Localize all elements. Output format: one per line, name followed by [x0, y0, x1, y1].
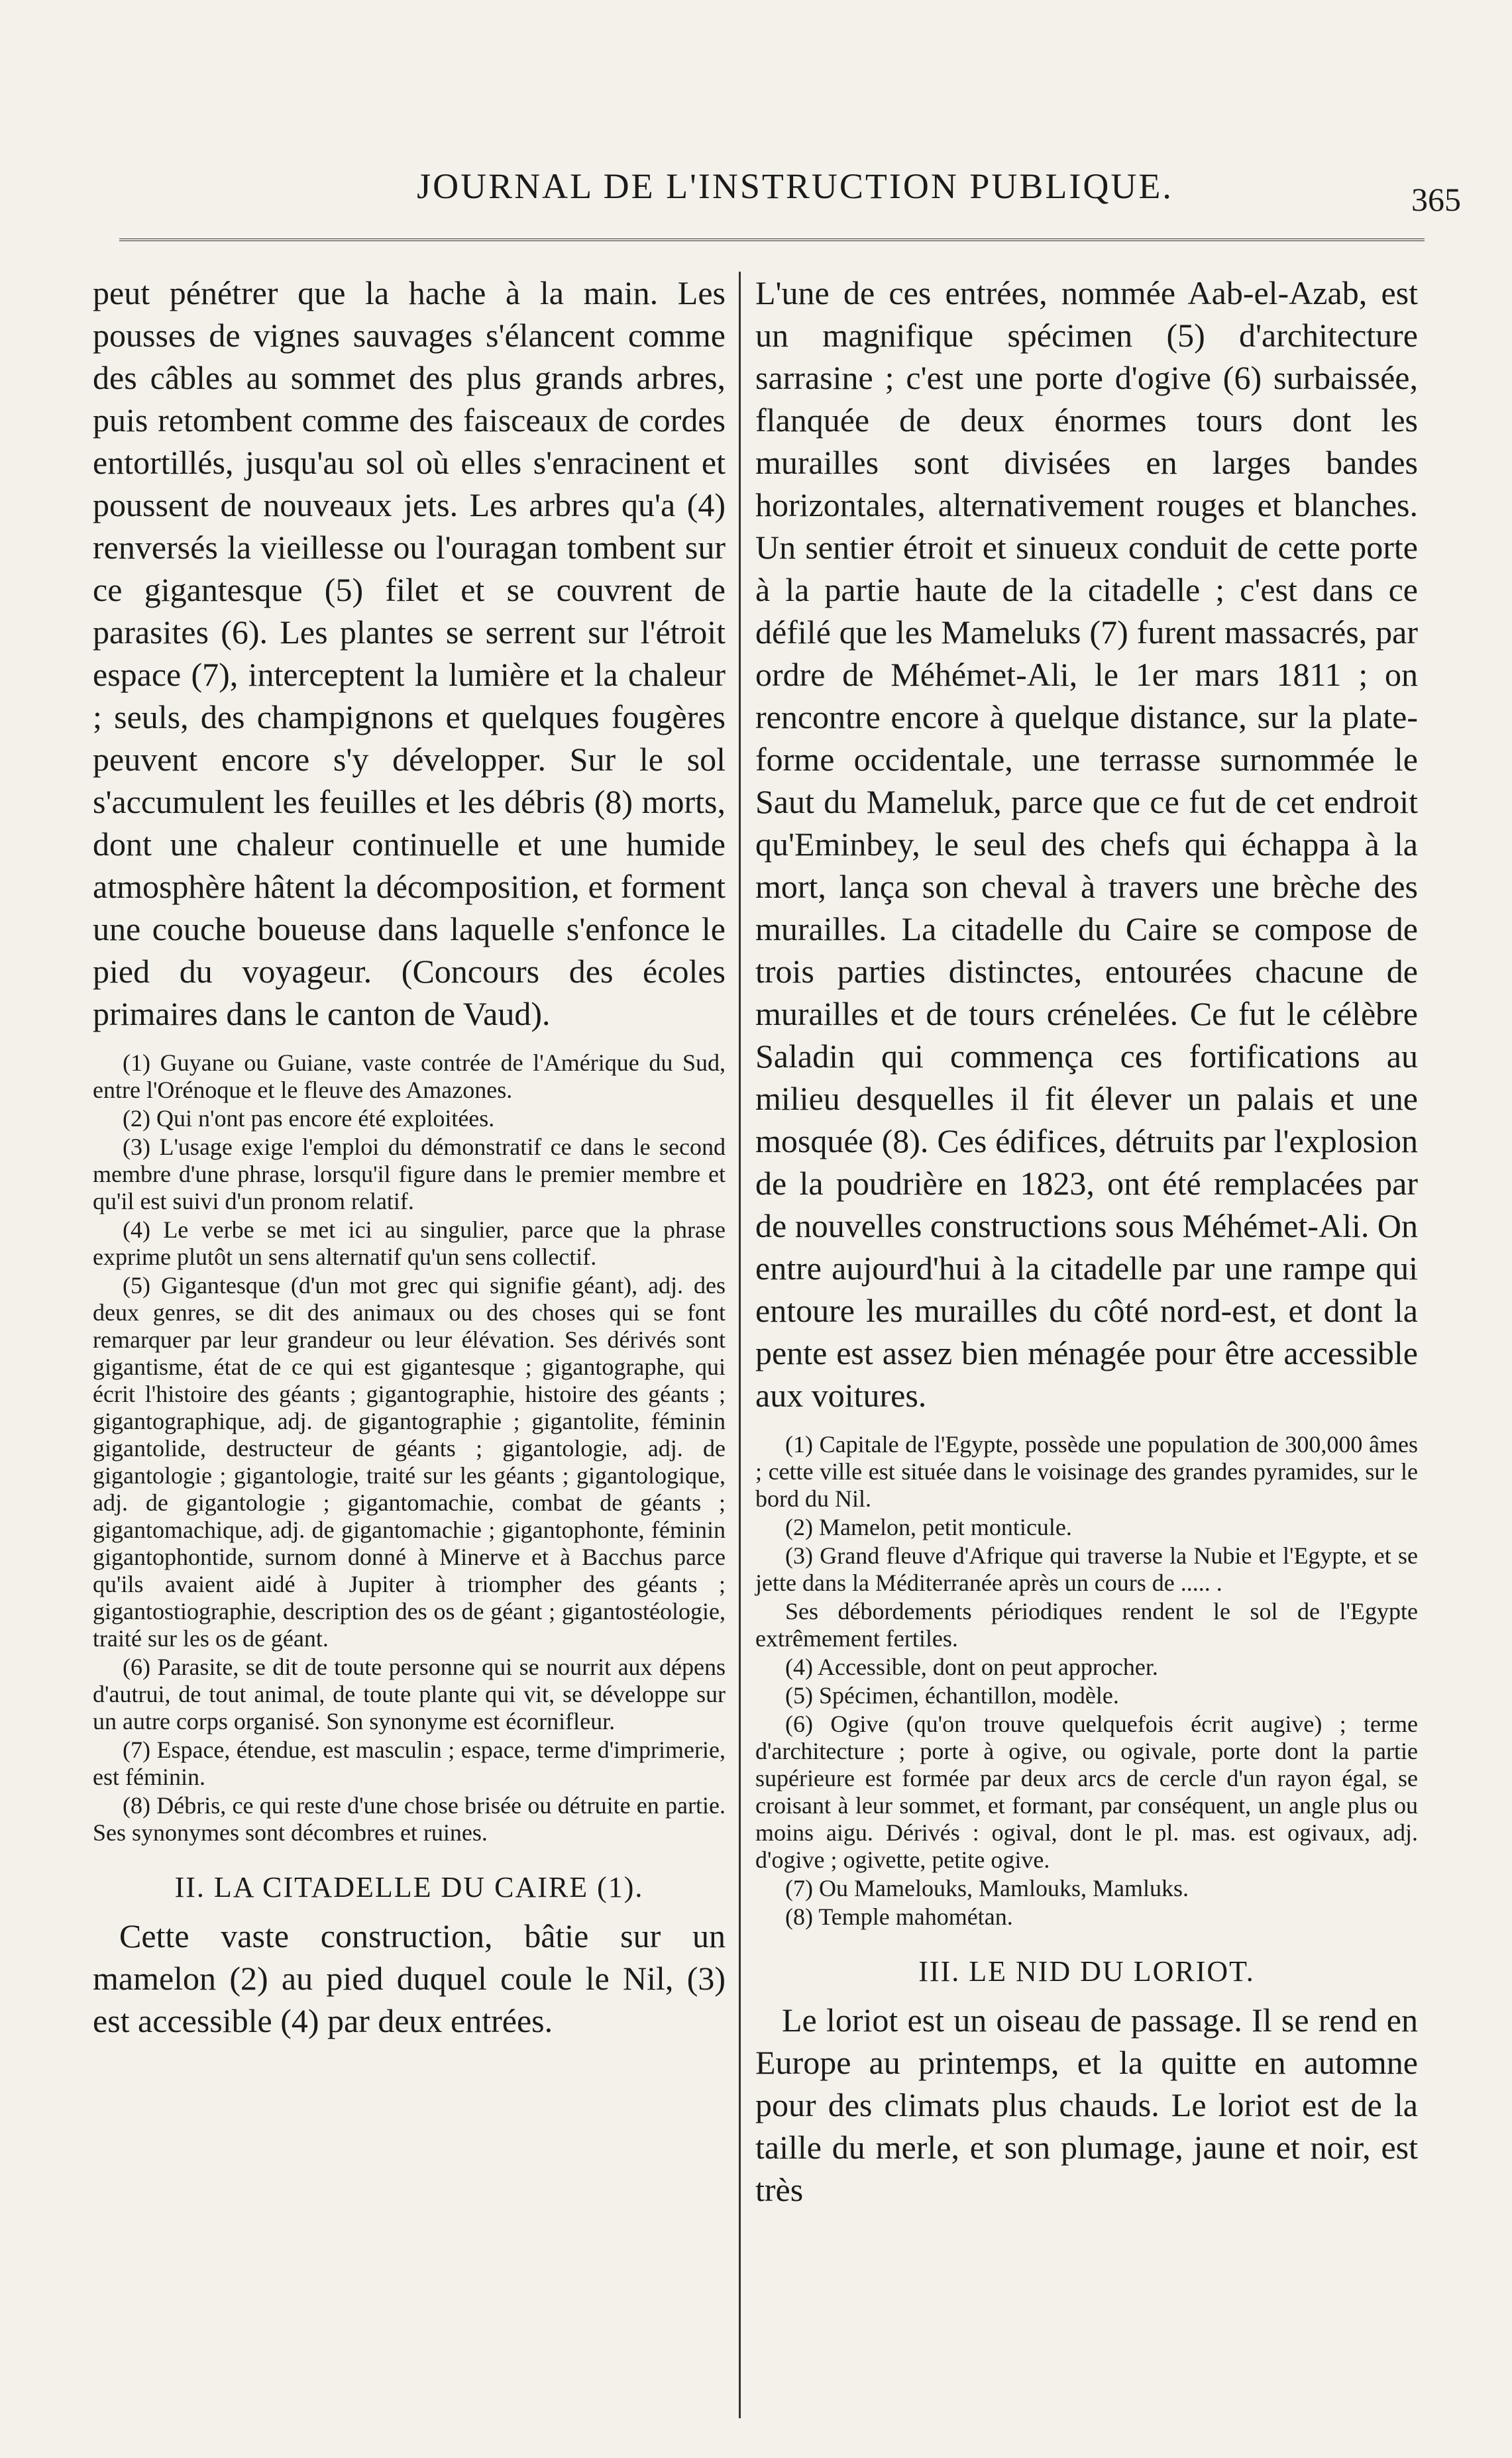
footnote: (6) Ogive (qu'on trouve quelquefois écrit augive) ; terme d'architecture ; porte à ogive, ou ogivale, porte dont la partie supérieure est formée par deux arcs de cercle d'un rayon égal, se croisant à leur sommet, et formant, par conséquent, un angle plus ou moins aigu. Dérivés : ogival, dont le pl. mas. est ogivaux, adj. d'ogive ; ogivette, petite ogive. [755, 1711, 1418, 1873]
footnote: Ses débordements périodiques rendent le sol de l'Egypte extrêmement fertiles. [755, 1598, 1418, 1652]
footnote: (2) Mamelon, petit monticule. [785, 1514, 1072, 1540]
footnote: (2) Qui n'ont pas encore été exploitées. [123, 1105, 495, 1132]
footnote: (4) Accessible, dont on peut approcher. [785, 1654, 1158, 1680]
footnote: (5) Gigantesque (d'un mot grec qui signifie géant), adj. des deux genres, se dit des animaux ou des choses qui se font remarquer par leur grandeur ou leur élévation. Ses dérivés sont gigantisme, état de ce qui est gigantesque ; gigantographe, qui écrit l'histoire des géants ; gigantographie, histoire des géants ; gigantographique, adj. de gigantographie ; gigantolite, féminin gigantolide, destructeur de géants ; gigantologie, adj. de gigantologie ; gigantologie, traité sur les géants ; gigantologique, adj. de gigantologie ; gigantomachie, combat de géants ; gigantomachique, adj. de gigantomachie ; gigantophonte, féminin gigantophontide, surnom donné à Minerve et à Bacchus parce qu'ils avaient aidé à Jupiter à triompher des géants ; gigantostiographie, description des os de géant ; gigantostéologie, traité sur les os de géant. [93, 1272, 726, 1652]
footnote: (5) Spécimen, échantillon, modèle. [785, 1682, 1119, 1709]
footnote: (8) Temple mahométan. [785, 1903, 1013, 1930]
footnote: (7) Espace, étendue, est masculin ; espace, terme d'imprimerie, est féminin. [93, 1737, 726, 1790]
section-title-citadelle: II. LA CITADELLE DU CAIRE (1). [174, 1871, 644, 1903]
citadelle-paragraph-continued: L'une de ces entrées, nommée Aab-el-Azab, est un magnifique spécimen (5) d'architecture sarrasine ; c'est une porte d'ogive (6) surbaissée, flanquée de deux énormes tours dont les murailles sont divisées en larges bandes horizontales, alternativement rouges et blanches. Un sentier étroit et sinueux conduit de cette porte à la partie haute de la citadelle ; c'est dans ce défilé que les Mameluks (7) furent massacrés, par ordre de Méhémet-Ali, le 1er mars 1811 ; on rencontre encore à quelque distance, sur la plate-forme occidentale, une terrasse surnommée le Saut du Mameluk, parce que ce fut de cet endroit qu'Eminbey, le seul des chefs qui échappa à la mort, lança son cheval à travers une brèche des murailles. La citadelle du Caire se compose de trois parties distinctes, entourées chacune de murailles et de tours crénelées. Ce fut le célèbre Saladin qui commença ces fortifications au milieu desquelles il fit élever un palais et une mosquée (8). Ces édifices, détruits par l'explosion de la poudrière en 1823, ont été remplacées par de nouvelles constructions sous Méhémet-Ali. On entre aujourd'hui à la citadelle par une rampe qui entoure les murailles du côté nord-est, et dont la pente est assez bien ménagée pour être accessible aux voitures. [755, 274, 1418, 1414]
left-footnotes [93, 1049, 726, 1846]
loriot-paragraph: Le loriot est un oiseau de passage. Il se rend en Europe au printemps, et la quitte en automne pour des climats plus chauds. Le loriot est de la taille du merle, et son plumage, jaune et noir, est très [755, 2002, 1418, 2208]
header-rule [119, 239, 1425, 241]
left-paragraph-1: peut pénétrer que la hache à la main. Les pousses de vignes sauvages s'élancent comme des câbles au sommet des plus grands arbres, puis retombent comme des faisceaux de cordes entortillés, jusqu'au sol où elles s'enracinent et poussent de nouveaux jets. Les arbres qu'a (4) renversés la vieillesse ou l'ouragan tombent sur ce gigantesque (5) filet et se couvrent de parasites (6). Les plantes se serrent sur l'étroit espace (7), interceptent la lumière et la chaleur ; seuls, des champignons et quelques fougères peuvent encore s'y développer. Sur le sol s'accumulent les feuilles et les débris (8) morts, dont une chaleur continuelle et une humide atmosphère hâtent la décomposition, et forment une couche boueuse dans laquelle s'enfonce le pied du voyageur. (Concours des écoles primaires dans le canton de Vaud). [93, 274, 726, 1032]
column-divider [739, 272, 741, 2418]
running-header: JOURNAL DE L'INSTRUCTION PUBLIQUE. [417, 166, 1173, 206]
right-column [755, 272, 1418, 2211]
page-number: 365 [1411, 181, 1461, 218]
left-column [93, 272, 726, 2042]
footnote: (6) Parasite, se dit de toute personne qui se nourrit aux dépens d'autrui, de tout animal, de toute plante qui vit, se développe sur un autre corps organisé. Son synonyme est écornifleur. [93, 1654, 726, 1735]
footnote: (7) Ou Mamelouks, Mamlouks, Mamluks. [785, 1875, 1189, 1901]
footnote: (8) Débris, ce qui reste d'une chose brisée ou détruite en partie. Ses synonymes sont décombres et ruines. [93, 1792, 726, 1846]
citadelle-paragraph-start: Cette vaste construction, bâtie sur un mamelon (2) au pied duquel coule le Nil, (3) est accessible (4) par deux entrées. [93, 1917, 726, 2039]
right-footnotes [755, 1431, 1418, 1931]
footnote: (1) Capitale de l'Egypte, possède une population de 300,000 âmes ; cette ville est située dans le voisinage des grandes pyramides, sur le bord du Nil. [755, 1431, 1418, 1512]
footnote: (1) Guyane ou Guiane, vaste contrée de l'Amérique du Sud, entre l'Orénoque et le fleuve des Amazones. [93, 1049, 726, 1103]
footnote: (3) L'usage exige l'emploi du démonstratif ce dans le second membre d'une phrase, lorsqu'il figure dans le premier membre et qu'il est suivi d'un pronom relatif. [93, 1134, 726, 1214]
footnote: (4) Le verbe se met ici au singulier, parce que la phrase exprime plutôt un sens alternatif qu'un sens collectif. [93, 1216, 726, 1270]
footnote: (3) Grand fleuve d'Afrique qui traverse la Nubie et l'Egypte, et se jette dans la Méditerranée après un cours de ..... . [755, 1542, 1418, 1596]
section-title-loriot: III. LE NID DU LORIOT. [918, 1955, 1255, 1988]
